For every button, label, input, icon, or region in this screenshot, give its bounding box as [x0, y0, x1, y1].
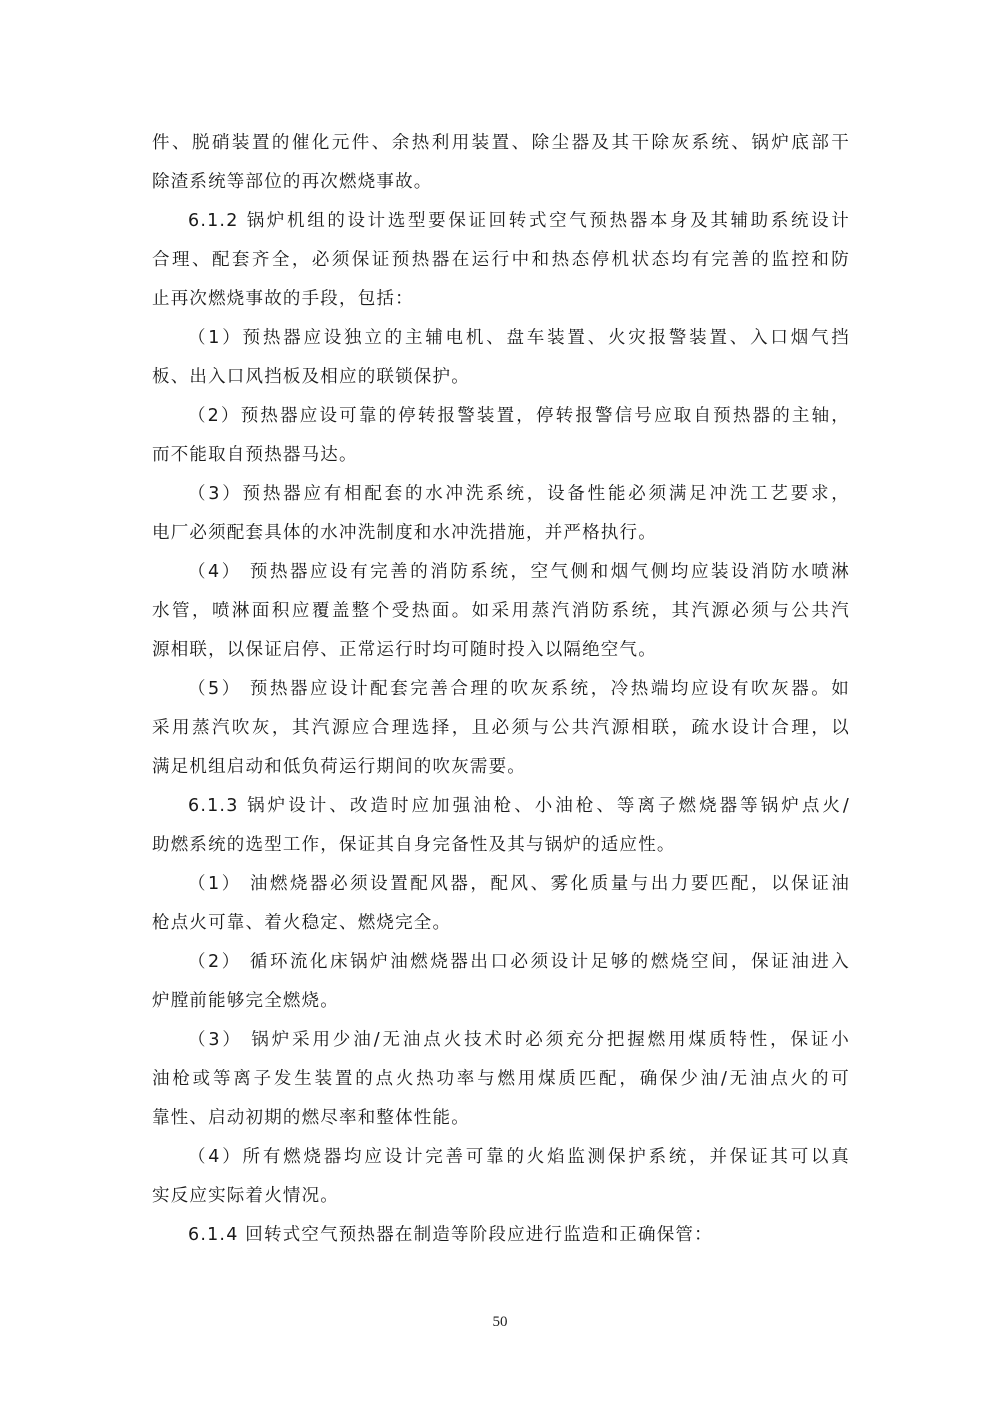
- text-line: 实反应实际着火情况。: [152, 1186, 339, 1206]
- text-line: 件、脱硝装置的催化元件、余热利用装置、除尘器及其干除灰系统、锅炉底部干: [152, 133, 850, 153]
- text-line: 止再次燃烧事故的手段，包括：: [152, 289, 414, 309]
- text-line: （1）预热器应设独立的主辅电机、盘车装置、火灾报警装置、入口烟气挡: [188, 328, 850, 348]
- text-line: （1） 油燃烧器必须设置配风器，配风、雾化质量与出力要匹配，以保证油: [188, 874, 850, 894]
- paragraph: [152, 124, 850, 202]
- list-item-paragraph: [152, 670, 850, 787]
- text-line: （3） 锅炉采用少油/无油点火技术时必须充分把握燃用煤质特性，保证小: [188, 1030, 850, 1050]
- text-line: 电厂必须配套具体的水冲洗制度和水冲洗措施，并严格执行。: [152, 523, 657, 543]
- text-line: 枪点火可靠、着火稳定、燃烧完全。: [152, 913, 452, 933]
- text-line: （4）所有燃烧器均应设计完善可靠的火焰监测保护系统，并保证其可以真: [188, 1147, 850, 1167]
- list-item-paragraph: [152, 1021, 850, 1138]
- list-item-paragraph: [152, 319, 850, 397]
- text-line: 6.1.4 回转式空气预热器在制造等阶段应进行监造和正确保管：: [188, 1225, 713, 1245]
- text-line: 6.1.3 锅炉设计、改造时应加强油枪、小油枪、等离子燃烧器等锅炉点火/: [188, 796, 850, 816]
- text-line: 6.1.2 锅炉机组的设计选型要保证回转式空气预热器本身及其辅助系统设计: [188, 211, 850, 231]
- text-line: （2） 循环流化床锅炉油燃烧器出口必须设计足够的燃烧空间，保证油进入: [188, 952, 850, 972]
- text-line: 采用蒸汽吹灰，其汽源应合理选择，且必须与公共汽源相联，疏水设计合理，以: [152, 718, 850, 738]
- text-line: 助燃系统的选型工作，保证其自身完备性及其与锅炉的适应性。: [152, 835, 676, 855]
- list-item-paragraph: [152, 397, 850, 475]
- text-line: 而不能取自预热器马达。: [152, 445, 358, 465]
- list-item-paragraph: [152, 553, 850, 670]
- text-line: （5） 预热器应设计配套完善合理的吹灰系统，冷热端均应设有吹灰器。如: [188, 679, 850, 699]
- text-line: 靠性、启动初期的燃尽率和整体性能。: [152, 1108, 470, 1128]
- list-item-paragraph: [152, 475, 850, 553]
- list-item-paragraph: [152, 865, 850, 943]
- list-item-paragraph: [152, 1138, 850, 1216]
- text-line: 除渣系统等部位的再次燃烧事故。: [152, 172, 433, 192]
- text-line: 满足机组启动和低负荷运行期间的吹灰需要。: [152, 757, 526, 777]
- text-line: 板、出入口风挡板及相应的联锁保护。: [152, 367, 470, 387]
- text-line: （4） 预热器应设有完善的消防系统，空气侧和烟气侧均应装设消防水喷淋: [188, 562, 850, 582]
- text-line: （2）预热器应设可靠的停转报警装置，停转报警信号应取自预热器的主轴，: [188, 406, 850, 426]
- text-line: 水管，喷淋面积应覆盖整个受热面。如采用蒸汽消防系统，其汽源必须与公共汽: [152, 601, 850, 621]
- text-line: 源相联，以保证启停、正常运行时均可随时投入以隔绝空气。: [152, 640, 657, 660]
- page-number: 50: [492, 1314, 508, 1330]
- text-line: （3）预热器应有相配套的水冲洗系统，设备性能必须满足冲洗工艺要求，: [188, 484, 850, 504]
- text-line: 合理、配套齐全，必须保证预热器在运行中和热态停机状态均有完善的监控和防: [152, 250, 850, 270]
- section-6-1-3-paragraph: [152, 787, 850, 865]
- text-line: 油枪或等离子发生装置的点火热功率与燃用煤质匹配，确保少油/无油点火的可: [152, 1069, 850, 1089]
- list-item-paragraph: [152, 943, 850, 1021]
- section-6-1-2-paragraph: [152, 202, 850, 319]
- section-6-1-4-paragraph: [152, 1216, 850, 1255]
- text-line: 炉膛前能够完全燃烧。: [152, 991, 339, 1011]
